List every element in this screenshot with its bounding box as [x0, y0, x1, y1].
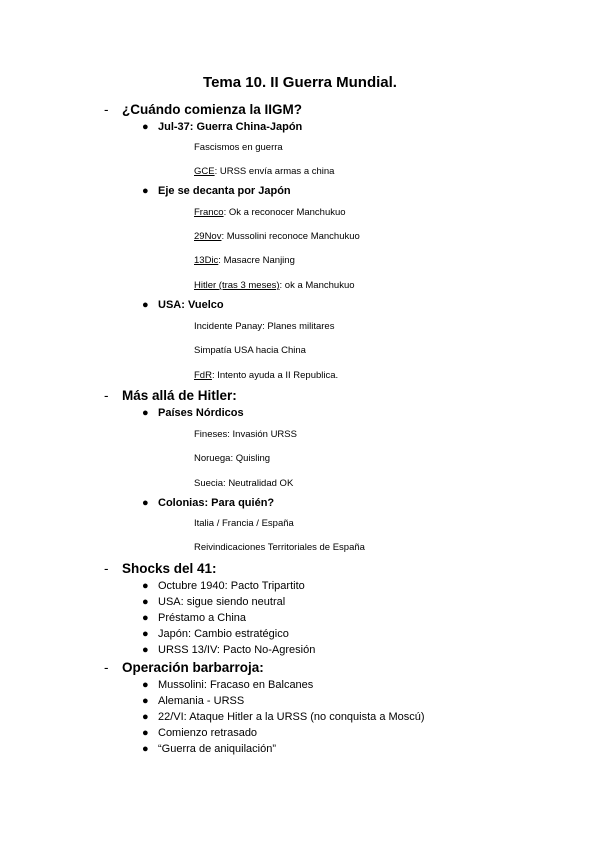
- list-item: ● Préstamo a China: [142, 612, 247, 624]
- bullet-dot-icon: ●: [142, 612, 149, 624]
- list-item: 13Dic: Masacre Nanjing: [194, 255, 295, 266]
- list-item: Franco: Ok a reconocer Manchukuo: [194, 207, 346, 218]
- list-item: ● Mussolini: Fracaso en Balcanes: [142, 679, 314, 691]
- bullet-dot-icon: ●: [142, 121, 149, 133]
- list-item: ● Japón: Cambio estratégico: [142, 628, 289, 640]
- list-item: ● Octubre 1940: Pacto Tripartito: [142, 580, 305, 592]
- list-item: ● 22/VI: Ataque Hitler a la URSS (no conquista a Moscú): [142, 711, 425, 723]
- list-item: Hitler (tras 3 meses): ok a Manchukuo: [194, 280, 355, 291]
- bullet-dot-icon: ●: [142, 679, 149, 691]
- section-heading-mas-alla: - Más allá de Hitler:: [104, 388, 237, 403]
- document-title: Tema 10. II Guerra Mundial.: [203, 74, 397, 91]
- list-item: ● Alemania - URSS: [142, 695, 245, 707]
- bullet-dot-icon: ●: [142, 497, 149, 509]
- list-item: GCE: URSS envía armas a china: [194, 166, 335, 177]
- list-item: Reivindicaciones Territoriales de España: [194, 542, 365, 553]
- bullet-paises-nordicos: ● Países Nórdicos: [142, 407, 244, 419]
- bullet-dot-icon: ●: [142, 299, 149, 311]
- list-item: FdR: Intento ayuda a II Republica.: [194, 370, 339, 381]
- list-item: Fineses: Invasión URSS: [194, 429, 297, 440]
- bullet-usa-vuelco: ● USA: Vuelco: [142, 299, 224, 311]
- bullet-dot-icon: ●: [142, 711, 149, 723]
- list-item: ● USA: sigue siendo neutral: [142, 596, 286, 608]
- list-item: Incidente Panay: Planes militares: [194, 321, 335, 332]
- bullet-dot-icon: ●: [142, 580, 149, 592]
- bullet-dot-icon: ●: [142, 743, 149, 755]
- section-heading-barbarroja: - Operación barbarroja:: [104, 660, 264, 675]
- list-item: ● Comienzo retrasado: [142, 727, 258, 739]
- bullet-dot-icon: ●: [142, 644, 149, 656]
- bullet-colonias: ● Colonias: Para quién?: [142, 497, 275, 509]
- bullet-dot-icon: ●: [142, 628, 149, 640]
- bullet-jul37: ● Jul-37: Guerra China-Japón: [142, 121, 303, 133]
- bullet-dot-icon: ●: [142, 727, 149, 739]
- list-item: Fascismos en guerra: [194, 142, 283, 153]
- bullet-dot-icon: ●: [142, 596, 149, 608]
- section-heading-shocks: - Shocks del 41:: [104, 561, 217, 576]
- list-item: 29Nov: Mussolini reconoce Manchukuo: [194, 231, 360, 242]
- list-item: ● “Guerra de aniquilación”: [142, 743, 277, 755]
- list-item: Suecia: Neutralidad OK: [194, 478, 294, 489]
- bullet-eje: ● Eje se decanta por Japón: [142, 185, 291, 197]
- list-item: Simpatía USA hacia China: [194, 345, 306, 356]
- bullet-dot-icon: ●: [142, 695, 149, 707]
- bullet-dot-icon: ●: [142, 407, 149, 419]
- section-heading-iigm-start: - ¿Cuándo comienza la IIGM?: [104, 102, 303, 117]
- list-item: ● URSS 13/IV: Pacto No-Agresión: [142, 644, 316, 656]
- list-item: Italia / Francia / España: [194, 518, 294, 529]
- list-item: Noruega: Quisling: [194, 453, 271, 464]
- bullet-dot-icon: ●: [142, 185, 149, 197]
